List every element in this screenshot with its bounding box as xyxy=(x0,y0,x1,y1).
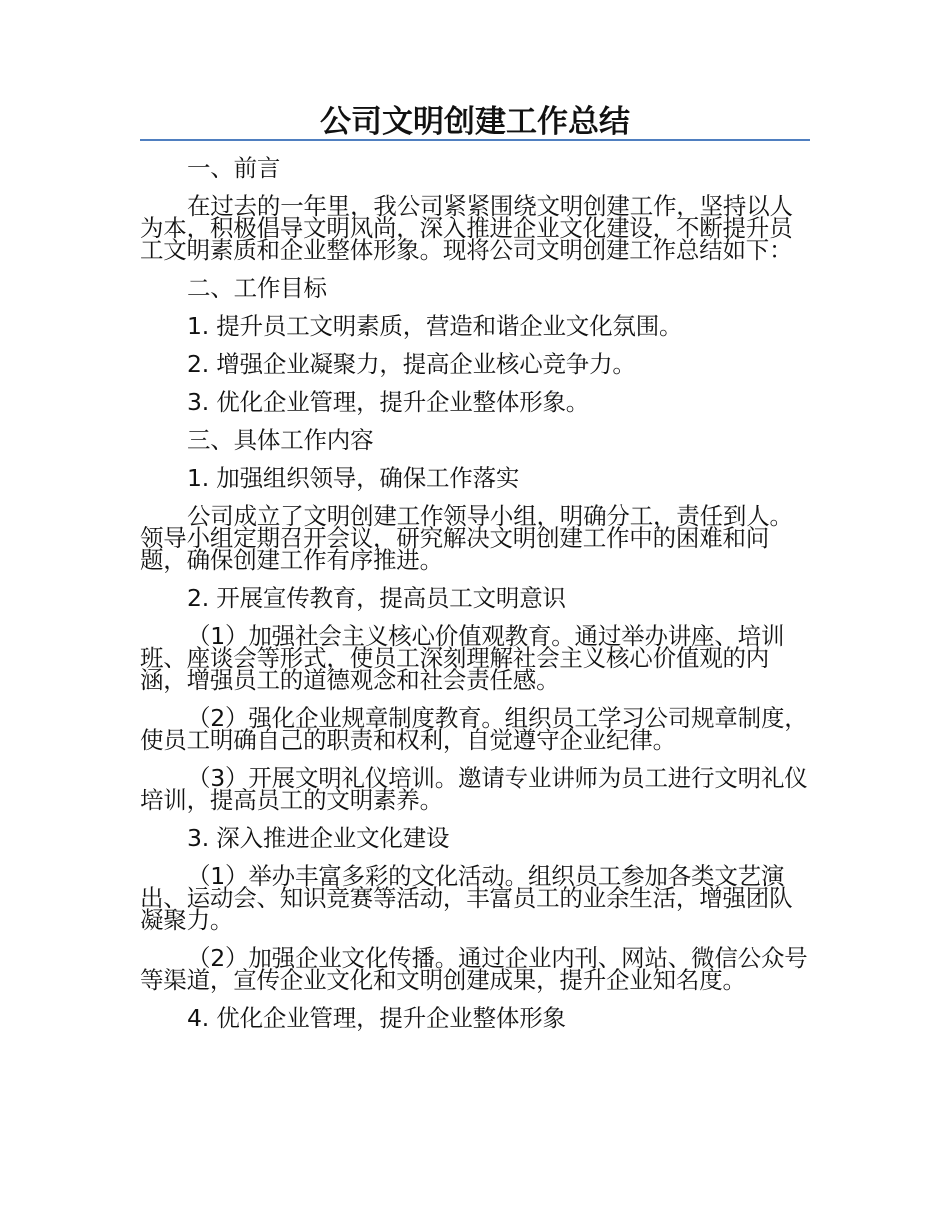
title-underline xyxy=(140,139,810,141)
body-paragraph: （2）强化企业规章制度教育。组织员工学习公司规章制度，使员工明确自己的职责和权利，自觉遵守企业纪律。 xyxy=(140,704,808,754)
body-paragraph: （1）加强社会主义核心价值观教育。通过举办讲座、培训班、座谈会等形式，使员工深刻理解社会主义核心价值观的内涵，增强员工的道德观念和社会责任感。 xyxy=(140,622,785,694)
subsection-heading: 1. 加强组织领导，确保工作落实 xyxy=(187,464,520,492)
subsection-heading: 4. 优化企业管理，提升企业整体形象 xyxy=(187,1004,566,1032)
body-paragraph: 公司成立了文明创建工作领导小组，明确分工，责任到人。领导小组定期召开会议，研究解决文明创建工作中的困难和问题，确保创建工作有序推进。 xyxy=(140,502,793,574)
section-heading-preface: 一、前言 xyxy=(187,154,281,182)
goal-item: 1. 提升员工文明素质，营造和谐企业文化氛围。 xyxy=(187,312,683,340)
body-paragraph: （3）开展文明礼仪培训。邀请专业讲师为员工进行文明礼仪培训，提高员工的文明素养。 xyxy=(140,764,808,814)
document-title: 公司文明创建工作总结 xyxy=(320,104,630,140)
body-paragraph: （1）举办丰富多彩的文化活动。组织员工参加各类文艺演出、运动会、知识竞赛等活动，丰富员工的业余生活，增强团队凝聚力。 xyxy=(140,862,793,934)
section-heading-work-content: 三、具体工作内容 xyxy=(187,426,374,454)
subsection-heading: 3. 深入推进企业文化建设 xyxy=(187,824,450,852)
goal-item: 3. 优化企业管理，提升企业整体形象。 xyxy=(187,388,590,416)
body-paragraph: 在过去的一年里，我公司紧紧围绕文明创建工作，坚持以人为本，积极倡导文明风尚，深入推进企业文化建设，不断提升员工文明素质和企业整体形象。现将公司文明创建工作总结如下： xyxy=(140,192,793,264)
document-body xyxy=(140,154,810,1032)
goal-item: 2. 增强企业凝聚力，提高企业核心竞争力。 xyxy=(187,350,636,378)
body-paragraph: （2）加强企业文化传播。通过企业内刊、网站、微信公众号等渠道，宣传企业文化和文明创建成果，提升企业知名度。 xyxy=(140,944,808,994)
subsection-heading: 2. 开展宣传教育，提高员工文明意识 xyxy=(187,584,566,612)
section-heading-goals: 二、工作目标 xyxy=(187,274,327,302)
